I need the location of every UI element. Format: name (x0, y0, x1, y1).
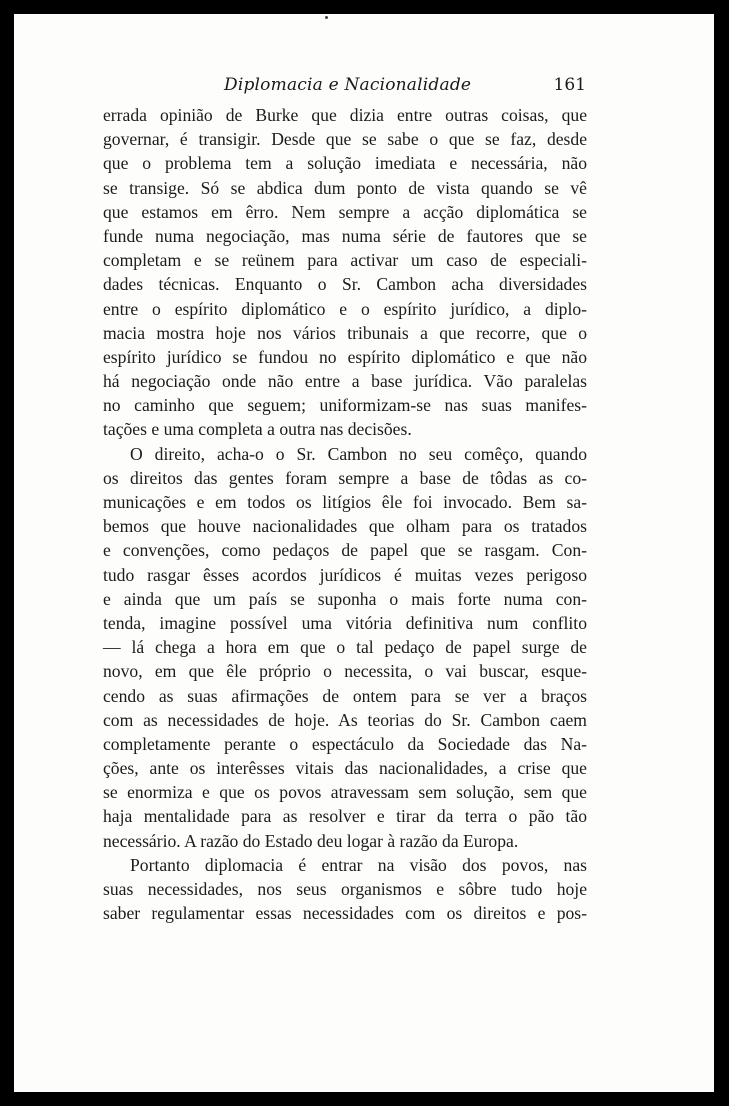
text-line: bemos que houve nacionalidades que olham para os tratados (103, 516, 587, 537)
text-line: tações e uma completa a outra nas decisões. (103, 419, 412, 440)
page-header (104, 75, 586, 103)
text-line: governar, é transigir. Desde que se sabe o que se faz, desde (103, 129, 587, 150)
text-line: completamente perante o espectáculo da Sociedade das Na- (103, 733, 587, 754)
text-line: com as necessidades de hoje. As teorias do Sr. Cambon caem (103, 709, 587, 730)
running-title: Diplomacia e Nacionalidade (224, 75, 472, 95)
text-line: há negociação onde não entre a base jurídica. Vão paralelas (103, 371, 587, 392)
text-line: ções, ante os interêsses vitais das nacionalidades, a crise que (103, 758, 587, 779)
print-speck (325, 16, 328, 19)
text-line: tudo rasgar êsses acordos jurídicos é muitas vezes perigoso (103, 564, 587, 585)
text-line: que estamos em êrro. Nem sempre a acção diplomática se (103, 201, 587, 222)
text-line: necessário. A razão do Estado deu logar à razão da Europa. (103, 830, 519, 851)
text-line: suas necessidades, nos seus organismos e sôbre tudo hoje (103, 879, 587, 899)
text-line: novo, em que êle próprio o necessita, o vai buscar, esque- (103, 661, 587, 682)
text-line: funde numa negociação, mas numa série de fautores que se (103, 225, 587, 246)
paragraph-2 (103, 442, 587, 853)
book-page (14, 14, 714, 1092)
text-line: tenda, imagine possível uma vitória definitiva num conflito (103, 612, 587, 633)
text-line: e convenções, como pedaços de papel que se rasgam. Con- (103, 540, 587, 561)
text-line: espírito jurídico se fundou no espírito diplomático e que não (103, 346, 587, 367)
paragraph-1 (103, 103, 587, 442)
text-line: O direito, acha-o o Sr. Cambon no seu comêço, quando (130, 443, 587, 464)
text-line: macia mostra hoje nos vários tribunais a que recorre, que o (103, 322, 587, 343)
text-line: cendo as suas afirmações de ontem para se ver a braços (103, 685, 587, 706)
text-line: entre o espírito diplomático e o espírito jurídico, a diplo- (103, 298, 587, 319)
paragraph-3 (103, 853, 587, 926)
text-line: se transige. Só se abdica dum ponto de vista quando se vê (103, 177, 587, 198)
body-text (103, 103, 587, 925)
text-line: os direitos das gentes foram sempre a base de tôdas as co- (103, 467, 587, 488)
text-line: Portanto diplomacia é entrar na visão dos povos, nas (130, 854, 587, 875)
text-line: completam e se reünem para activar um caso de especiali- (103, 250, 587, 271)
text-line: se enormiza e que os povos atravessam sem solução, sem que (103, 782, 587, 803)
text-line: no caminho que seguem; uniformizam-se nas suas manifes- (103, 395, 587, 416)
text-line: dades técnicas. Enquanto o Sr. Cambon acha diversidades (103, 274, 587, 295)
text-line: que o problema tem a solução imediata e necessária, não (103, 153, 587, 174)
page-number: 161 (553, 75, 586, 95)
text-line: haja mentalidade para as resolver e tirar da terra o pão tão (103, 806, 587, 827)
text-line: saber regulamentar essas necessidades com os direitos e pos- (103, 903, 587, 924)
text-line: errada opinião de Burke que dizia entre outras coisas, que (103, 105, 587, 125)
text-line: — lá chega a hora em que o tal pedaço de papel surge de (103, 637, 587, 658)
text-line: e ainda que um país se suponha o mais forte numa con- (103, 588, 587, 609)
text-line: municações e em todos os litígios êle foi invocado. Bem sa- (103, 492, 587, 512)
